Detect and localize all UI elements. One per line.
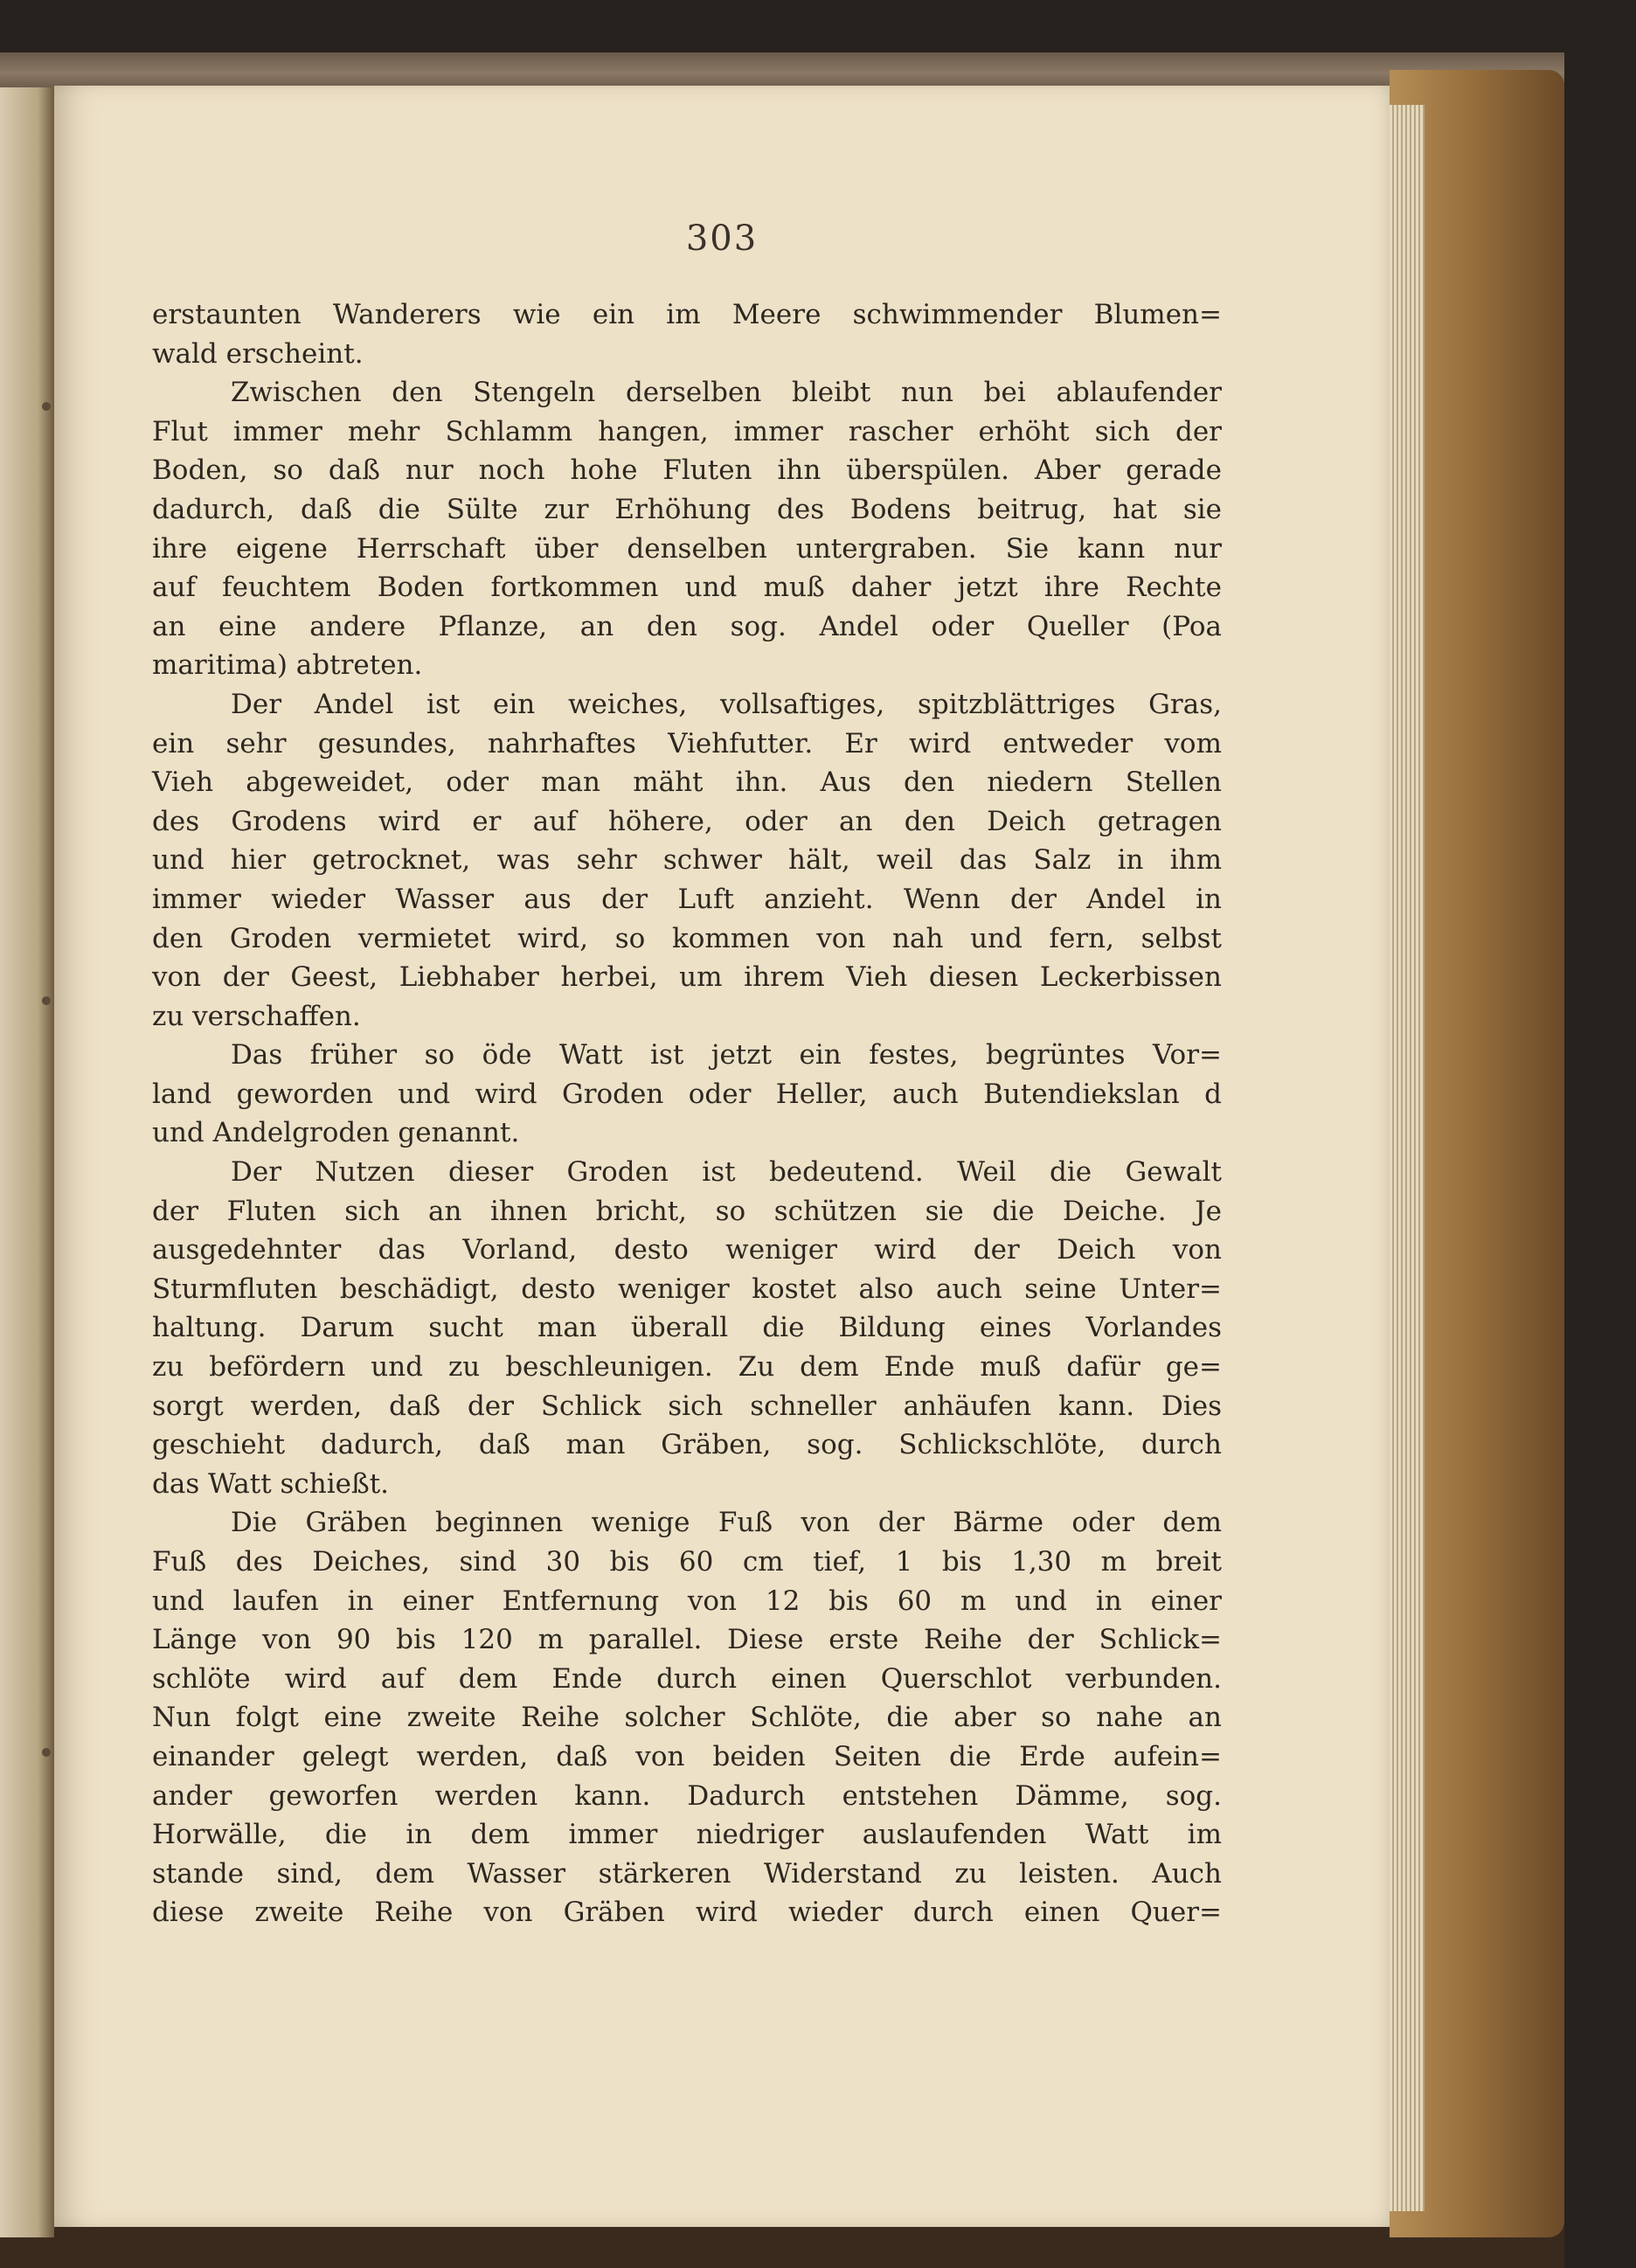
text-line: das Watt schießt. — [152, 1467, 390, 1500]
text-line: Das früher so öde Watt ist jetzt ein festes, begrüntes Vor= — [231, 1039, 1222, 1072]
margin-mark — [42, 996, 51, 1005]
text-line: Nun folgt eine zweite Reihe solcher Schlöte, die aber so nahe an — [152, 1702, 1222, 1734]
margin-mark — [42, 1748, 51, 1757]
text-line: schlöte wird auf dem Ende durch einen Querschlot verbunden. — [152, 1662, 1222, 1695]
text-line: haltung. Darum sucht man überall die Bildung eines Vorlandes — [152, 1312, 1222, 1344]
text-line: und laufen in einer Entfernung von 12 bis 60 m und in einer — [152, 1585, 1222, 1617]
text-line: wald erscheint. — [152, 337, 364, 370]
text-line: Die Gräben beginnen wenige Fuß von der Bärme oder dem — [231, 1507, 1222, 1539]
text-line: zu verschaffen. — [152, 1000, 361, 1032]
text-line: Fuß des Deiches, sind 30 bis 60 cm tief, 1 bis 1,30 m breit — [152, 1546, 1222, 1578]
text-line: stande sind, dem Wasser stärkeren Widerstand zu leisten. Auch — [152, 1857, 1222, 1890]
book-page — [54, 86, 1390, 2227]
text-line: an eine andere Pflanze, an den sog. Andel oder Queller (Poa — [152, 610, 1222, 642]
text-line: ander geworfen werden kann. Dadurch entstehen Dämme, sog. — [152, 1779, 1222, 1812]
text-line: ausgedehnter das Vorland, desto weniger wird der Deich von — [152, 1234, 1222, 1266]
text-line: Länge von 90 bis 120 m parallel. Diese erste Reihe der Schlick= — [152, 1624, 1222, 1656]
text-line: und hier getrocknet, was sehr schwer hält, weil das Salz in ihm — [152, 844, 1222, 877]
text-line: und Andelgroden genannt. — [152, 1117, 520, 1149]
text-line: immer wieder Wasser aus der Luft anzieht. Wenn der Andel in — [152, 883, 1222, 915]
text-line: des Grodens wird er auf höhere, oder an den Deich getragen — [152, 805, 1222, 837]
text-line: Flut immer mehr Schlamm hangen, immer rascher erhöht sich der — [152, 415, 1222, 447]
text-line: Der Nutzen dieser Groden ist bedeutend. Weil die Gewalt — [231, 1156, 1222, 1189]
body-text — [152, 295, 1222, 1932]
text-line: diese zweite Reihe von Gräben wird wieder durch einen Quer= — [152, 1897, 1222, 1929]
text-line: den Groden vermietet wird, so kommen von nah und fern, selbst — [152, 922, 1222, 954]
text-line: Zwischen den Stengeln derselben bleibt nun bei ablaufender — [231, 377, 1222, 409]
text-line: maritima) abtreten. — [152, 649, 423, 682]
text-line: geschieht dadurch, daß man Gräben, sog. Schlickschlöte, durch — [152, 1429, 1222, 1461]
text-line: Vieh abgeweidet, oder man mäht ihn. Aus den niedern Stellen — [152, 766, 1222, 799]
text-line: von der Geest, Liebhaber herbei, um ihrem Vieh diesen Leckerbissen — [152, 961, 1222, 994]
text-line: ihre eigene Herrschaft über denselben untergraben. Sie kann nur — [152, 532, 1222, 565]
text-line: land geworden und wird Groden oder Heller, auch Butendiekslan d — [152, 1078, 1222, 1110]
text-line: Horwälle, die in dem immer niedriger auslaufenden Watt im — [152, 1819, 1222, 1851]
text-line: auf feuchtem Boden fortkommen und muß daher jetzt ihre Rechte — [152, 572, 1222, 604]
text-line: einander gelegt werden, daß von beiden Seiten die Erde aufein= — [152, 1740, 1222, 1772]
text-line: zu befördern und zu beschleunigen. Zu dem Ende muß dafür ge= — [152, 1351, 1222, 1384]
text-line: ein sehr gesundes, nahrhaftes Viehfutter. Er wird entweder vom — [152, 727, 1222, 759]
text-line: der Fluten sich an ihnen bricht, so schützen sie die Deiche. Je — [152, 1195, 1222, 1227]
text-line: erstaunten Wanderers wie ein im Meere schwimmender Blumen= — [152, 299, 1222, 330]
text-line: Sturmfluten beschädigt, desto weniger kostet also auch seine Unter= — [152, 1273, 1222, 1305]
text-line: Der Andel ist ein weiches, vollsaftiges, spitzblättriges Gras, — [231, 688, 1222, 720]
text-line: dadurch, daß die Sülte zur Erhöhung des Bodens beitrug, hat sie — [152, 493, 1222, 525]
page-number: 303 — [685, 218, 759, 259]
text-line: sorgt werden, daß der Schlick sich schneller anhäufen kann. Dies — [152, 1390, 1222, 1422]
text-line: Boden, so daß nur noch hohe Fluten ihn überspülen. Aber gerade — [152, 454, 1222, 487]
margin-mark — [42, 402, 51, 411]
